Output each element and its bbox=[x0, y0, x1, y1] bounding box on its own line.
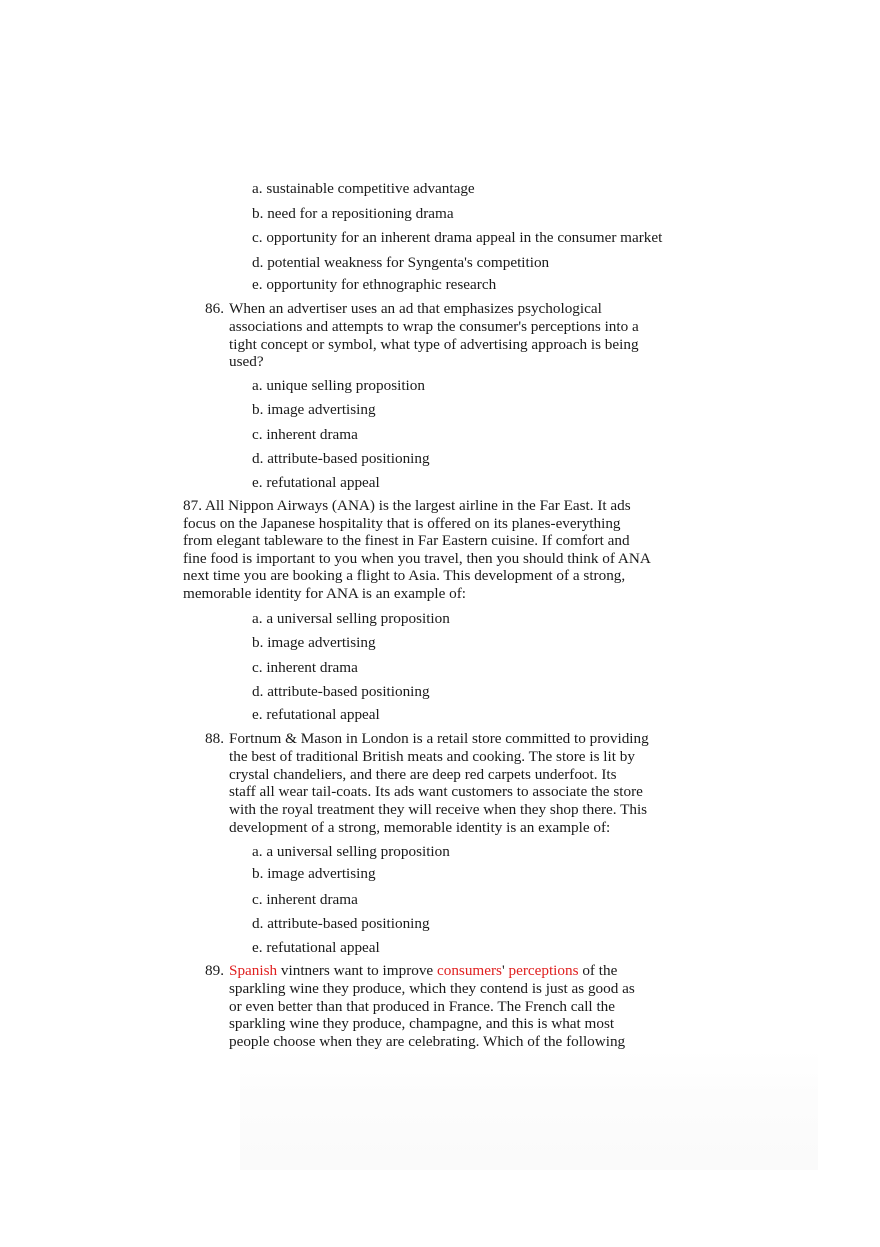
q85-option-a: a. sustainable competitive advantage bbox=[252, 180, 475, 197]
q85-option-e: e. opportunity for ethnographic research bbox=[252, 276, 497, 293]
highlighted-word: Spanish bbox=[229, 962, 278, 979]
question-line: crystal chandeliers, and there are deep red carpets underfoot. Its bbox=[229, 765, 617, 783]
question-89 bbox=[205, 962, 669, 1051]
q86-option-b: b. image advertising bbox=[252, 401, 376, 418]
q87-option-b: b. image advertising bbox=[252, 634, 376, 651]
q87-option-c: c. inherent drama bbox=[252, 659, 358, 676]
page-shade bbox=[240, 1050, 818, 1170]
question-line: fine food is important to you when you travel, then you should think of ANA bbox=[183, 549, 651, 567]
q87-option-d: d. attribute-based positioning bbox=[252, 683, 430, 700]
q86-option-e: e. refutational appeal bbox=[252, 474, 380, 491]
q88-option-c: c. inherent drama bbox=[252, 891, 358, 908]
q88-option-b: b. image advertising bbox=[252, 865, 376, 882]
question-line: or even better than that produced in France. The French call the bbox=[229, 997, 616, 1015]
highlighted-word: perceptions bbox=[508, 962, 579, 979]
question-88 bbox=[205, 730, 669, 837]
question-line: staff all wear tail-coats. Its ads want customers to associate the store bbox=[229, 783, 643, 801]
question-line: sparkling wine they produce, champagne, and this is what most bbox=[229, 1015, 615, 1033]
question-line: sparkling wine they produce, which they contend is just as good as bbox=[229, 979, 635, 997]
q88-option-d: d. attribute-based positioning bbox=[252, 915, 430, 932]
question-line: focus on the Japanese hospitality that is offered on its planes-everything bbox=[183, 514, 621, 532]
question-line: Fortnum & Mason in London is a retail store committed to providing bbox=[229, 730, 649, 747]
q87-option-a: a. a universal selling proposition bbox=[252, 610, 450, 627]
question-number: 86. bbox=[205, 300, 224, 317]
q88-option-e: e. refutational appeal bbox=[252, 939, 380, 956]
question-line: next time you are booking a flight to Asia. This development of a strong, bbox=[183, 567, 626, 585]
q86-option-d: d. attribute-based positioning bbox=[252, 450, 430, 467]
question-number: 89. bbox=[205, 962, 224, 979]
question-line bbox=[229, 962, 669, 980]
question-line: development of a strong, memorable identity is an example of: bbox=[229, 818, 611, 836]
q85-option-c: c. opportunity for an inherent drama appeal in the consumer market bbox=[252, 229, 663, 246]
question-86 bbox=[205, 300, 669, 371]
question-87 bbox=[183, 497, 673, 603]
question-line: memorable identity for ANA is an example of: bbox=[183, 584, 467, 602]
q87-option-e: e. refutational appeal bbox=[252, 706, 380, 723]
q86-option-c: c. inherent drama bbox=[252, 426, 358, 443]
question-line: the best of traditional British meats and cooking. The store is lit by bbox=[229, 747, 635, 765]
q85-option-b: b. need for a repositioning drama bbox=[252, 205, 454, 222]
question-line: When an advertiser uses an ad that emphasizes psychological bbox=[229, 300, 602, 317]
question-line: 87. All Nippon Airways (ANA) is the largest airline in the Far East. It ads bbox=[183, 497, 631, 514]
question-line: tight concept or symbol, what type of advertising approach is being bbox=[229, 335, 639, 353]
question-text: vintners want to improve bbox=[277, 962, 437, 979]
question-number: 88. bbox=[205, 730, 224, 747]
question-line: with the royal treatment they will receive when they shop there. This bbox=[229, 801, 648, 819]
question-line: from elegant tableware to the finest in Far Eastern cuisine. If comfort and bbox=[183, 532, 630, 550]
question-line: associations and attempts to wrap the consumer's perceptions into a bbox=[229, 317, 639, 335]
q88-option-a: a. a universal selling proposition bbox=[252, 843, 450, 860]
question-text: ' bbox=[501, 962, 509, 979]
question-text: of the bbox=[578, 962, 618, 979]
question-line: used? bbox=[229, 353, 264, 371]
question-line: people choose when they are celebrating. Which of the following bbox=[229, 1033, 626, 1051]
q86-option-a: a. unique selling proposition bbox=[252, 377, 425, 394]
highlighted-word: consumers bbox=[436, 962, 502, 979]
q85-option-d: d. potential weakness for Syngenta's competition bbox=[252, 254, 550, 271]
